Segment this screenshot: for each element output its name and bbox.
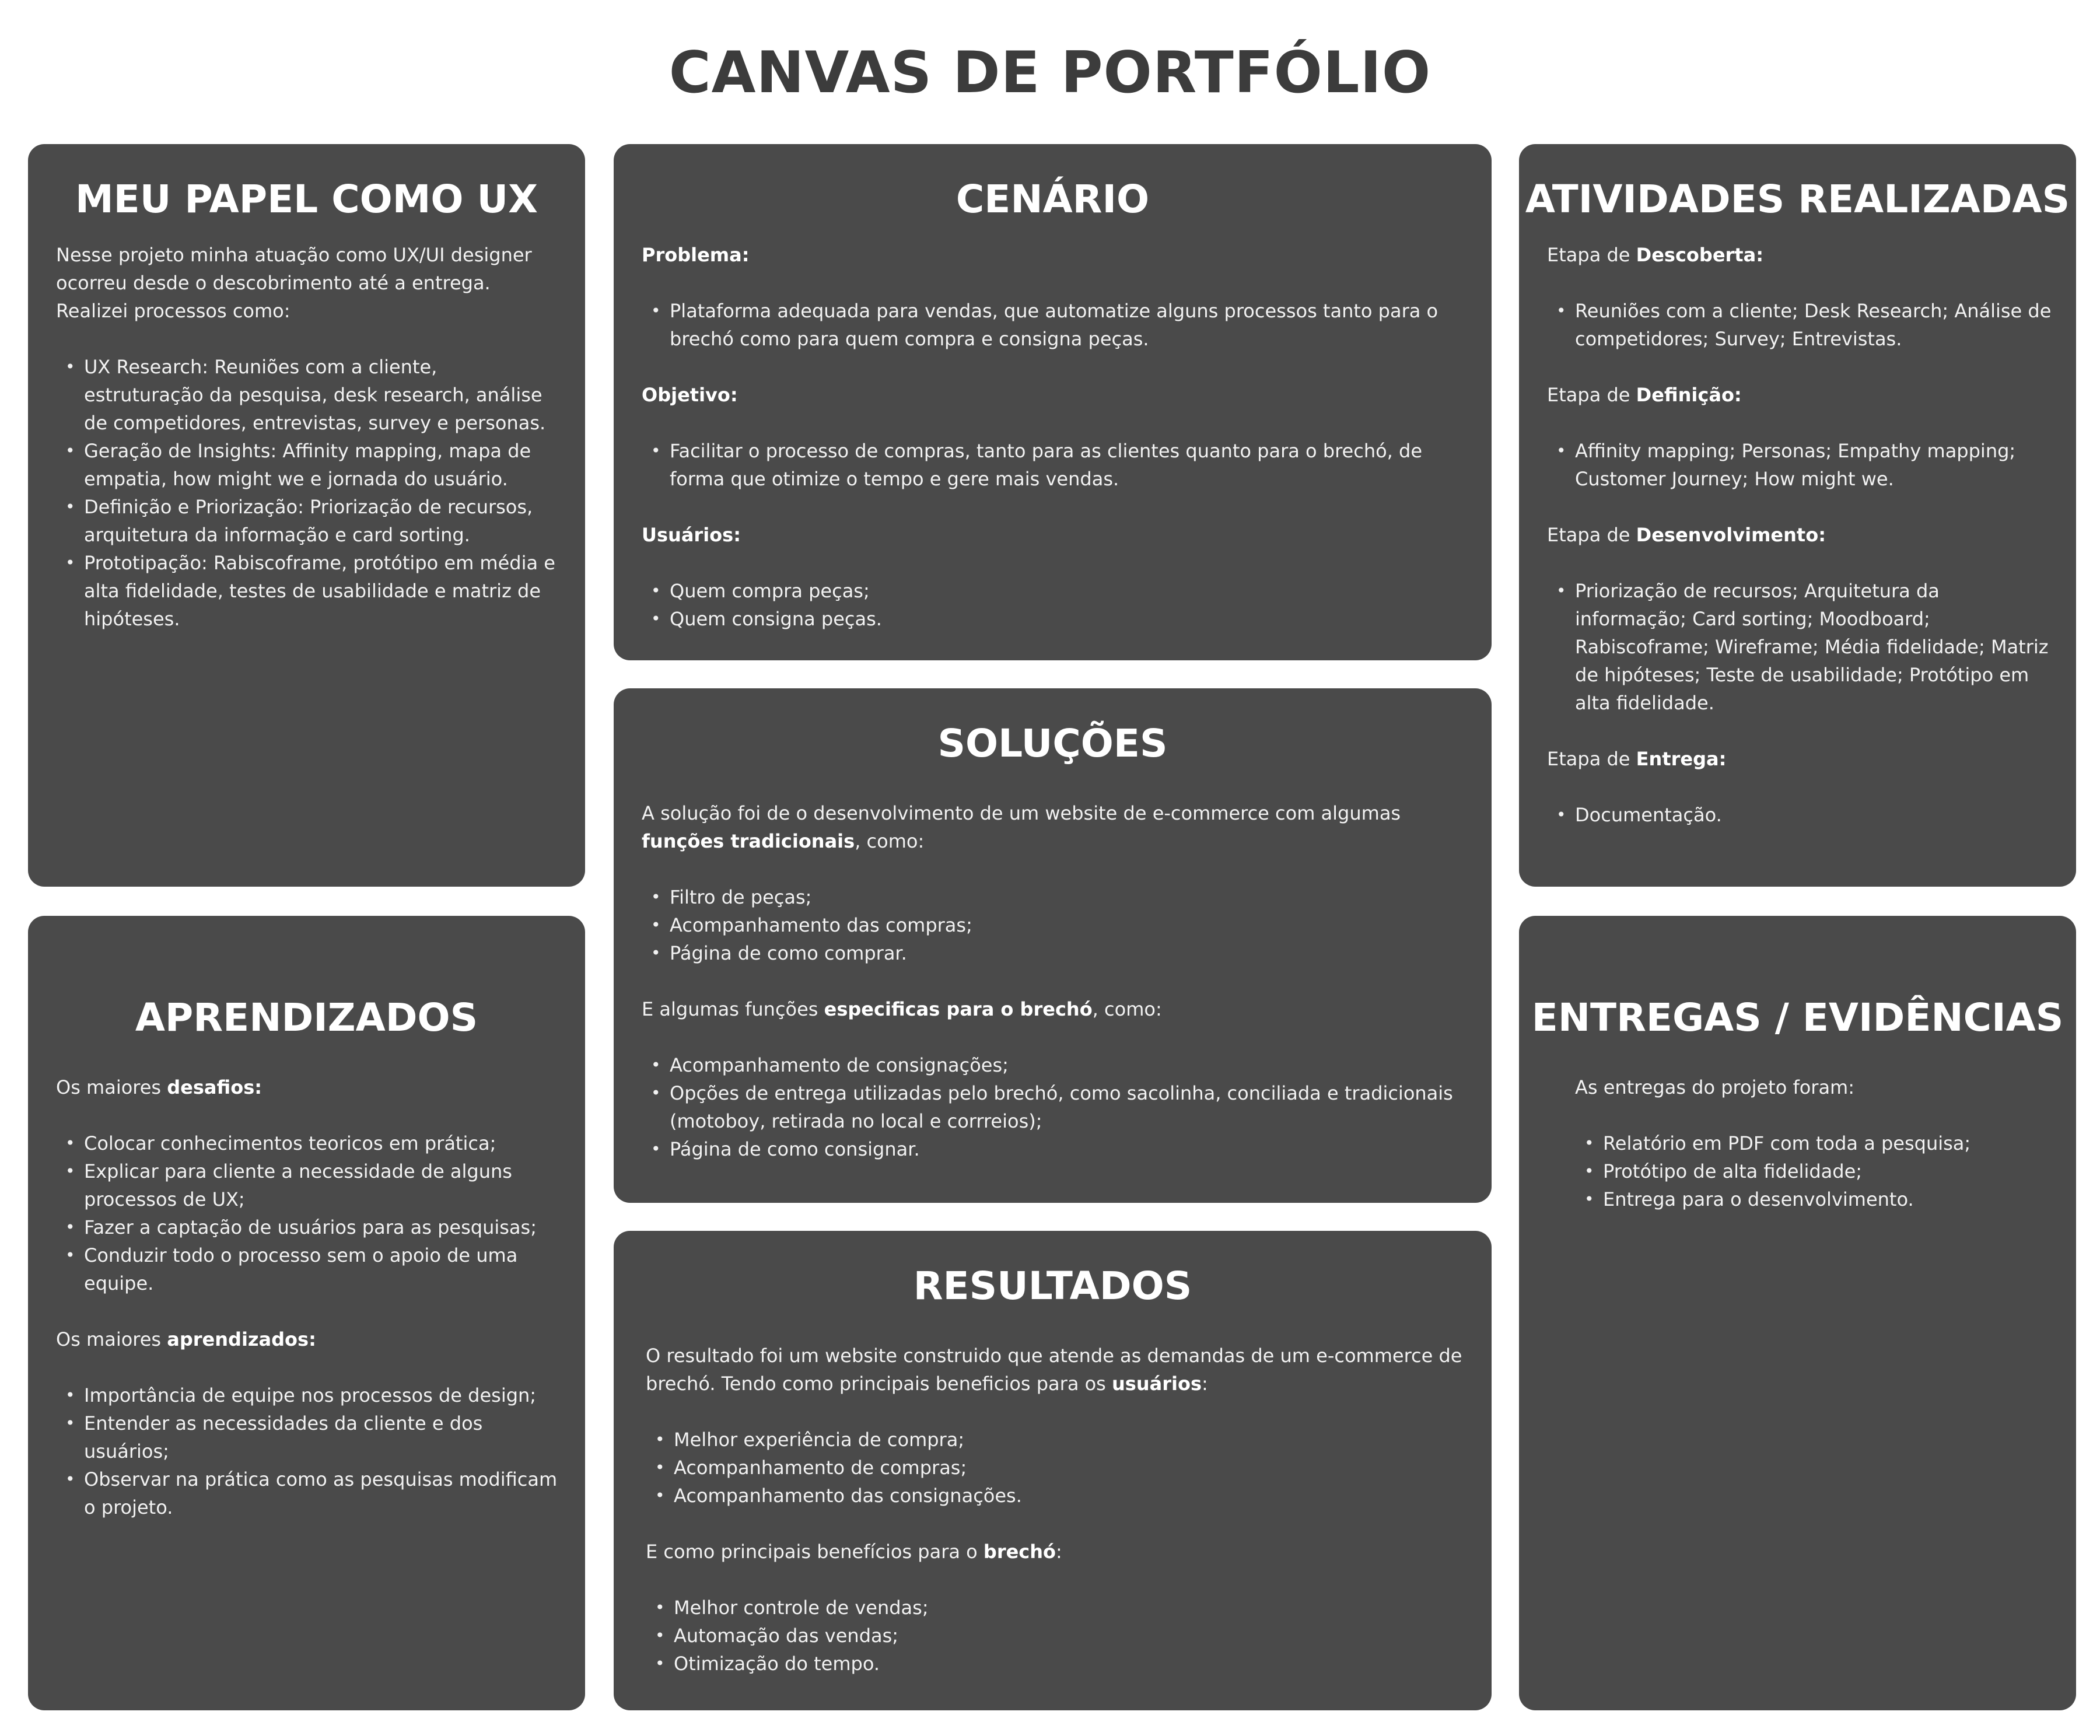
deliverables-body [1575, 1073, 2053, 1213]
list-item: • Otimização do tempo. [646, 1650, 1468, 1678]
challenges-heading: Os maiores desafios: [56, 1076, 262, 1098]
results-mid: E como principais benefícios para o brechó: [646, 1541, 1062, 1563]
learnings-title: APRENDIZADOS [135, 995, 478, 1040]
challenges-list [56, 1129, 562, 1297]
list-item: • Observar na prática como as pesquisas modificam o projeto. [56, 1465, 562, 1521]
list-item: • Página de como consignar. [642, 1135, 1468, 1163]
list-item: • Entender as necessidades da cliente e dos usuários; [56, 1409, 562, 1465]
results-title: RESULTADOS [913, 1264, 1192, 1308]
results-list-store [646, 1594, 1468, 1678]
scenario-body [642, 241, 1468, 633]
stage-heading: Etapa de Entrega: [1547, 748, 1727, 770]
list-item: • Acompanhamento das consignações. [646, 1482, 1468, 1510]
list-item: • Definição e Priorização: Priorização de recursos, arquitetura da informação e card sorting. [56, 493, 562, 549]
solutions-mid: E algumas funções especificas para o brechó, como: [642, 998, 1162, 1020]
list-item: • Prototipação: Rabiscoframe, protótipo em média e alta fidelidade, testes de usabilidade e matriz de hipóteses. [56, 549, 562, 633]
list-item: • Entrega para o desenvolvimento. [1575, 1185, 2053, 1213]
list-item: • Página de como comprar. [642, 939, 1468, 967]
role-card [28, 144, 585, 887]
list-item: • Priorização de recursos; Arquitetura da informação; Card sorting; Moodboard; Rabiscoframe; Wireframe; Média fidelidade; Matriz de hipóteses; Teste de usabilidade; Protótipo em alta fidelidade. [1547, 577, 2053, 717]
goal-label: Objetivo: [642, 384, 738, 406]
stage-heading: Etapa de Descoberta: [1547, 244, 1763, 266]
list-item: • Acompanhamento de compras; [646, 1454, 1468, 1482]
list-item: • Melhor experiência de compra; [646, 1426, 1468, 1454]
list-item: • Geração de Insights: Affinity mapping, mapa de empatia, how might we e jornada do usuário. [56, 437, 562, 493]
stage-list [1547, 297, 2053, 353]
list-item: • Importância de equipe nos processos de design; [56, 1381, 562, 1409]
users-list [642, 577, 1468, 633]
list-item: • Acompanhamento de consignações; [642, 1051, 1468, 1079]
list-item: • Quem consigna peças. [642, 605, 1468, 633]
list-item: • Conduzir todo o processo sem o apoio de uma equipe. [56, 1241, 562, 1297]
list-item: • Quem compra peças; [642, 577, 1468, 605]
solutions-list-traditional [642, 883, 1468, 967]
role-title: MEU PAPEL COMO UX [75, 177, 538, 222]
deliverables-list [1575, 1129, 2053, 1213]
role-intro: Nesse projeto minha atuação como UX/UI designer ocorreu desde o descobrimento até a entrega. Realizei processos como: [56, 244, 532, 322]
list-item: • Filtro de peças; [642, 883, 1468, 911]
list-item: • Colocar conhecimentos teoricos em prática; [56, 1129, 562, 1157]
solutions-card [614, 688, 1492, 1203]
scenario-card [614, 144, 1492, 660]
results-card [614, 1231, 1492, 1710]
deliverables-card [1519, 916, 2076, 1710]
learned-list [56, 1381, 562, 1521]
list-item: • UX Research: Reuniões com a cliente, estruturação da pesquisa, desk research, análise de competidores, entrevistas, survey e personas. [56, 353, 562, 437]
list-item: • Protótipo de alta fidelidade; [1575, 1157, 2053, 1185]
list-item: • Facilitar o processo de compras, tanto para as clientes quanto para o brechó, de forma que otimize o tempo e gere mais vendas. [642, 437, 1468, 493]
role-list [56, 353, 562, 633]
stage-list [1547, 801, 2053, 829]
learnings-body [56, 1073, 562, 1521]
goal-list [642, 437, 1468, 493]
list-item: • Reuniões com a cliente; Desk Research; Análise de competidores; Survey; Entrevistas. [1547, 297, 2053, 353]
solutions-title: SOLUÇÕES [937, 721, 1168, 766]
problem-list [642, 297, 1468, 353]
stage-heading: Etapa de Desenvolvimento: [1547, 524, 1826, 546]
list-item: • Documentação. [1547, 801, 2053, 829]
list-item: • Acompanhamento das compras; [642, 911, 1468, 939]
stage-list [1547, 577, 2053, 717]
problem-label: Problema: [642, 244, 750, 266]
stage-heading: Etapa de Definição: [1547, 384, 1742, 406]
solutions-body [642, 799, 1468, 1163]
page-title: CANVAS DE PORTFÓLIO [668, 40, 1432, 106]
list-item: • Fazer a captação de usuários para as pesquisas; [56, 1213, 562, 1241]
stage-list [1547, 437, 2053, 493]
activities-card [1519, 144, 2076, 887]
solutions-intro: A solução foi de o desenvolvimento de um website de e-commerce com algumas funções tradicionais, como: [642, 802, 1401, 852]
list-item: • Automação das vendas; [646, 1622, 1468, 1650]
list-item: • Opções de entrega utilizadas pelo brechó, como sacolinha, conciliada e tradicionais (motoboy, retirada no local e corrreios); [642, 1079, 1468, 1135]
deliverables-title: ENTREGAS / EVIDÊNCIAS [1531, 995, 2064, 1040]
results-intro: O resultado foi um website construido que atende as demandas de um e-commerce de brechó. Tendo como principais beneficios para os usuários: [646, 1345, 1462, 1395]
scenario-title: CENÁRIO [956, 177, 1150, 222]
results-body [646, 1342, 1468, 1678]
deliverables-intro: As entregas do projeto foram: [1575, 1076, 1854, 1098]
solutions-list-specific [642, 1051, 1468, 1163]
list-item: • Relatório em PDF com toda a pesquisa; [1575, 1129, 2053, 1157]
learned-heading: Os maiores aprendizados: [56, 1328, 316, 1350]
list-item: • Plataforma adequada para vendas, que automatize alguns processos tanto para o brechó como para quem compra e consigna peças. [642, 297, 1468, 353]
role-body [56, 241, 562, 633]
users-label: Usuários: [642, 524, 741, 546]
activities-title: ATIVIDADES REALIZADAS [1525, 177, 2070, 222]
results-list-users [646, 1426, 1468, 1510]
activities-body [1547, 241, 2053, 829]
list-item: • Explicar para cliente a necessidade de alguns processos de UX; [56, 1157, 562, 1213]
learnings-card [28, 916, 585, 1710]
list-item: • Affinity mapping; Personas; Empathy mapping; Customer Journey; How might we. [1547, 437, 2053, 493]
list-item: • Melhor controle de vendas; [646, 1594, 1468, 1622]
